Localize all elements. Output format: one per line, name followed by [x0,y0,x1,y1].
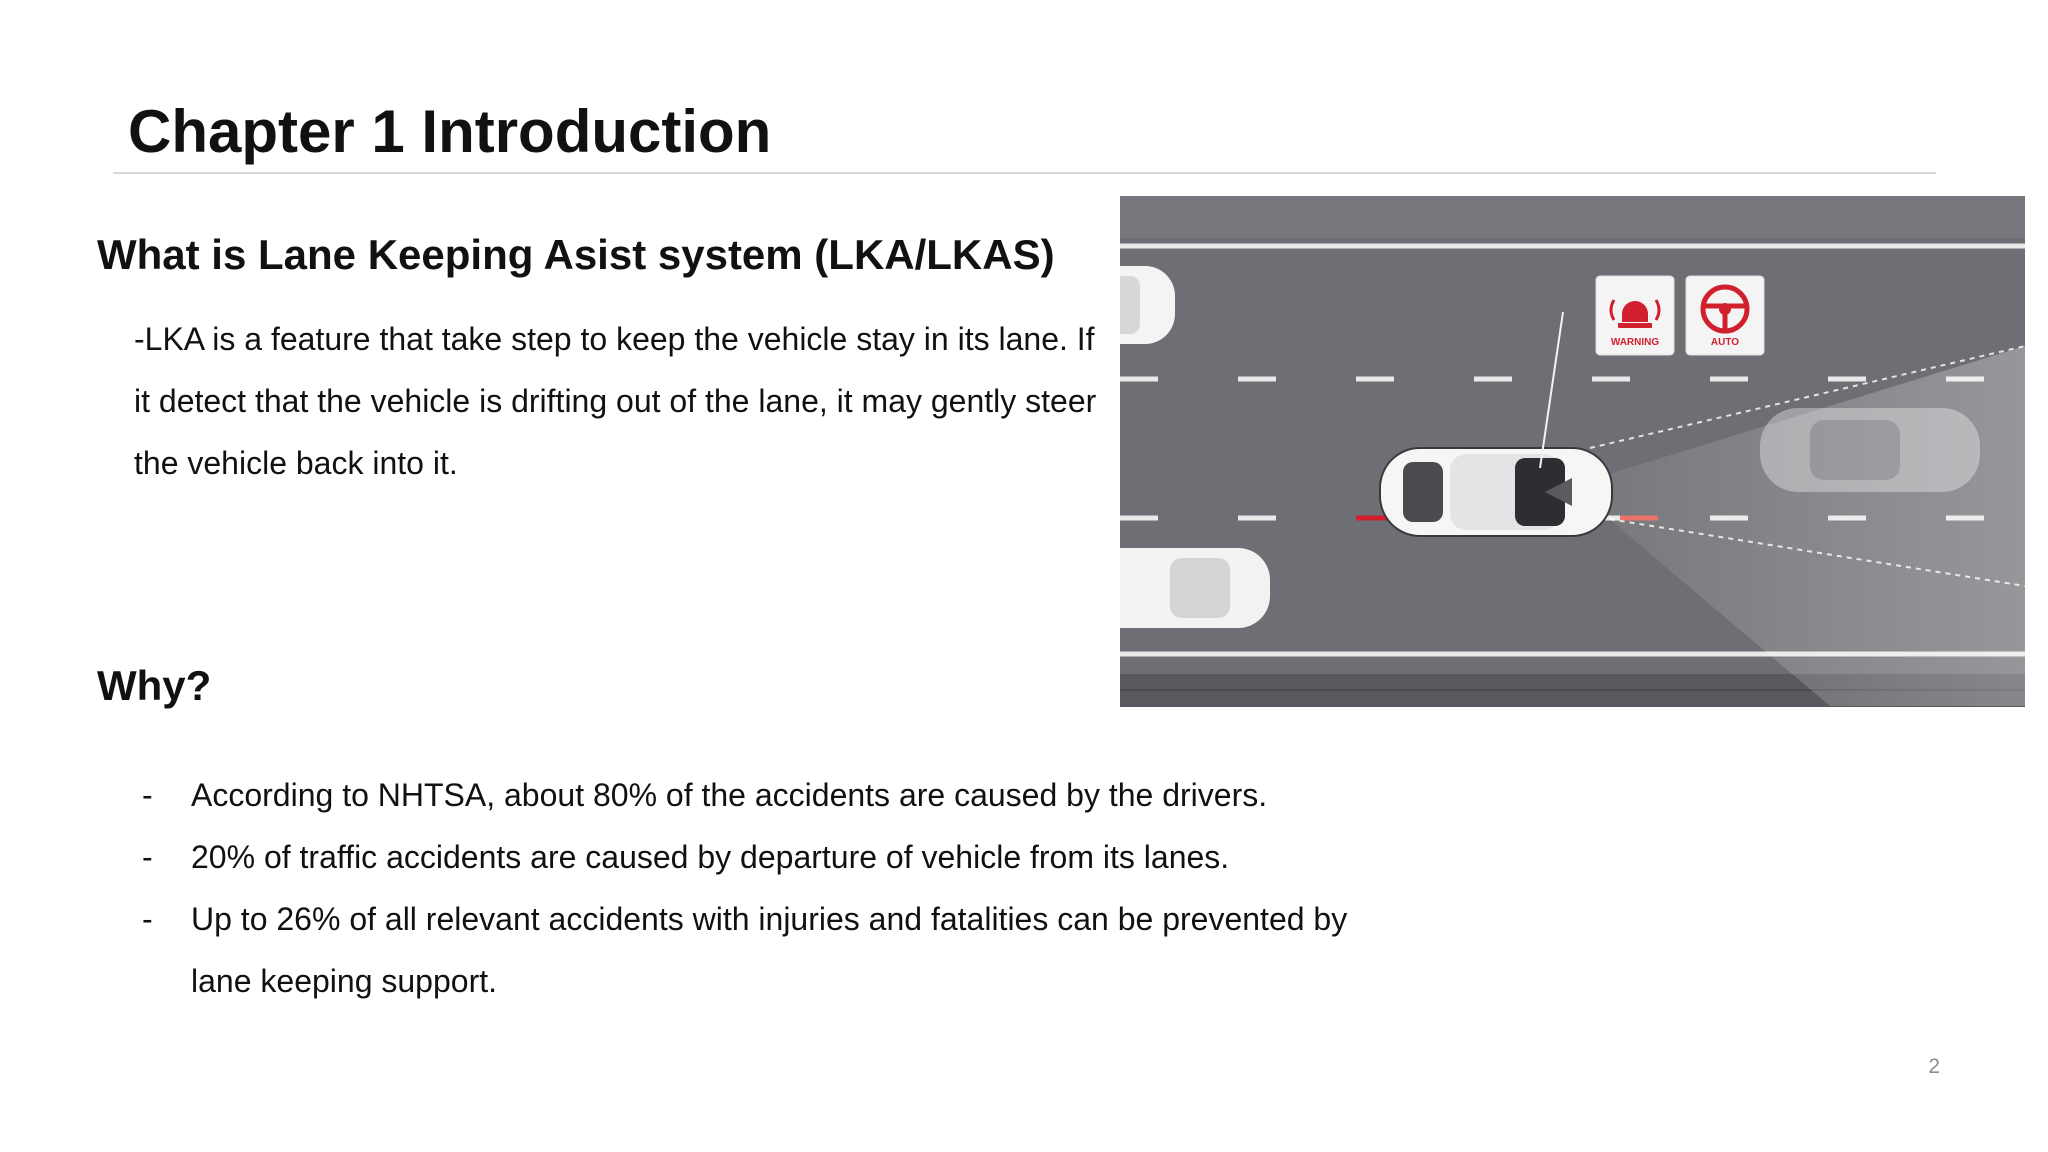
bullet-text: 20% of traffic accidents are caused by departure of vehicle from its lanes. [191,839,1230,875]
projected-car-ghost [1760,408,1980,492]
warning-badge [1596,276,1674,355]
auto-steer-badge [1686,276,1764,355]
bullet-text: According to NHTSA, about 80% of the accidents are caused by the drivers. [191,777,1268,813]
lane-keeping-illustration [1120,196,2025,707]
bullet-item [134,826,1354,888]
bullet-marker: - [142,839,153,875]
what-heading: What is Lane Keeping Asist system (LKA/LKAS) [97,231,1055,278]
main-car [1380,448,1612,536]
bullet-item [134,888,1354,1012]
lka-description: -LKA is a feature that take step to keep the vehicle stay in its lane. If it detect that the vehicle is drifting out of the lane, it may gently steer the vehicle back into it. [134,321,1097,481]
auto-badge-label: AUTO [1710,337,1740,348]
bullet-marker: - [142,777,153,813]
why-heading: Why? [97,662,212,709]
bullet-marker: - [142,901,153,937]
why-bullet-list [134,764,1354,1012]
warning-badge-label: WARNING [1610,337,1660,348]
car-left-bottom [1120,548,1270,628]
slide-title: Chapter 1 Introduction [128,98,772,165]
bullet-item [134,764,1354,826]
car-left-top [1120,266,1175,344]
title-divider [113,172,1936,174]
road-shoulder-top [1120,196,2025,238]
page-number: 2 [1928,1055,1940,1078]
bullet-text: Up to 26% of all relevant accidents with injuries and fatalities can be prevented by lane keeping support. [191,901,1348,999]
